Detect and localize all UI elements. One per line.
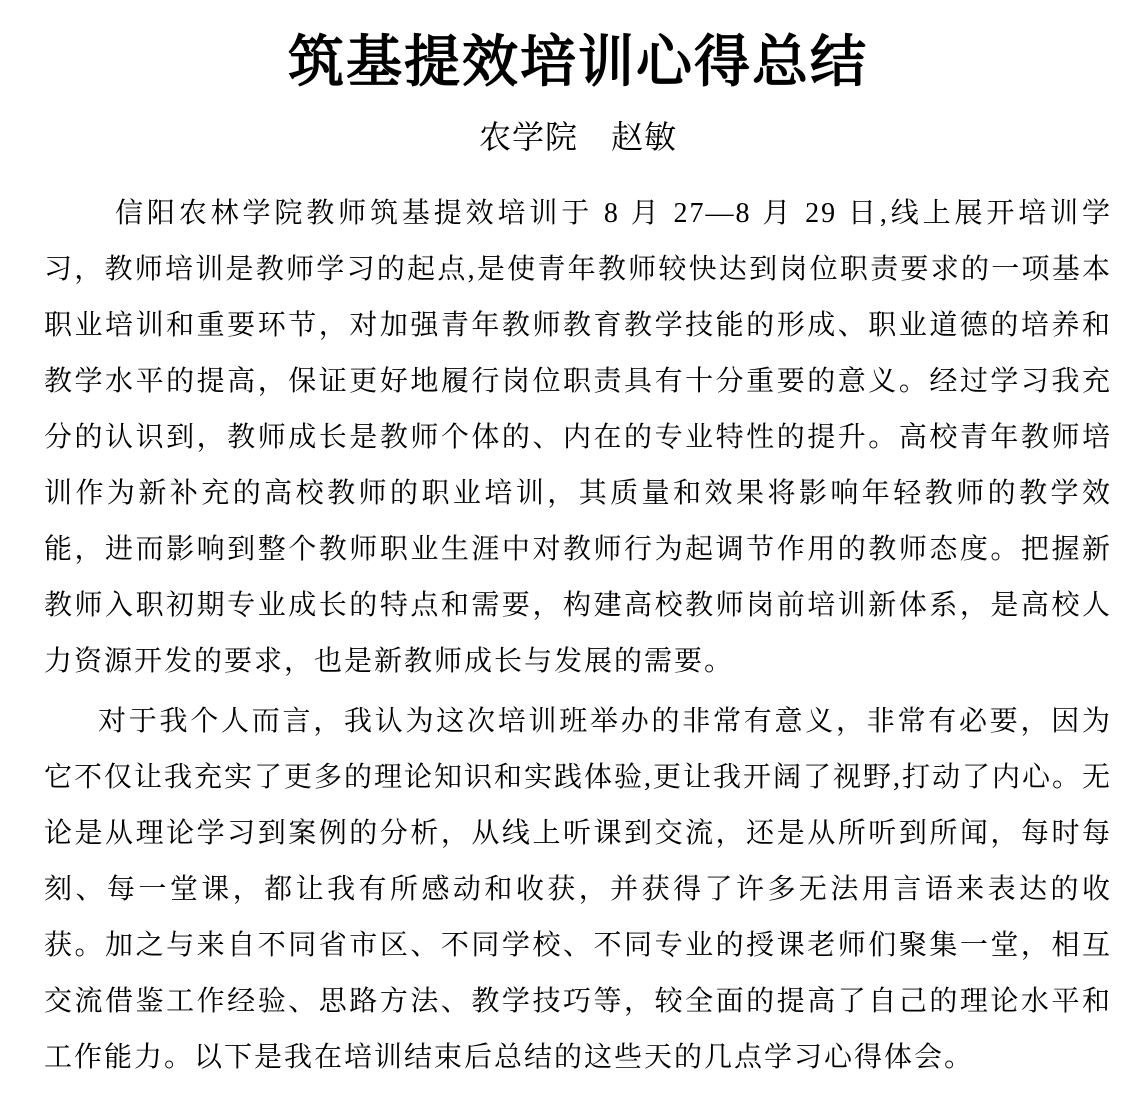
document-byline: 农学院 赵敏 [478,119,677,155]
document-body [44,186,1112,1086]
paragraph-1: 信阳农林学院教师筑基提效培训于 8 月 27—8 月 29 日,线上展开培训学习，教师培训是教师学习的起点,是使青年教师较快达到岗位职责要求的一项基本职业培训和重要环节，对加强青年教师教育教学技能的形成、职业道德的培养和教学水平的提高，保证更好地履行岗位职责具有十分重要的意义。经过学习我充分的认识到，教师成长是教师个体的、内在的专业特性的提升。高校青年教师培训作为新补充的高校教师的职业培训，其质量和效果将影响年轻教师的教学效能，进而影响到整个教师职业生涯中对教师行为起调节作用的教师态度。把握新教师入职初期专业成长的特点和需要，构建高校教师岗前培训新体系，是高校人力资源开发的要求，也是新教师成长与发展的需要。 [44,198,1112,677]
document-title: 筑基提效培训心得总结 [288,32,868,94]
paragraph-2: 对于我个人而言，我认为这次培训班举办的非常有意义，非常有必要，因为它不仅让我充实了更多的理论知识和实践体验,更让我开阔了视野,打动了内心。无论是从理论学习到案例的分析，从线上听课到交流，还是从所听到所闻，每时每刻、每一堂课，都让我有所感动和收获，并获得了许多无法用言语来表达的收获。加之与来自不同省市区、不同学校、不同专业的授课老师们聚集一堂，相互交流借鉴工作经验、思路方法、教学技巧等，较全面的提高了自己的理论水平和工作能力。以下是我在培训结束后总结的这些天的几点学习心得体会。 [44,706,1113,1073]
